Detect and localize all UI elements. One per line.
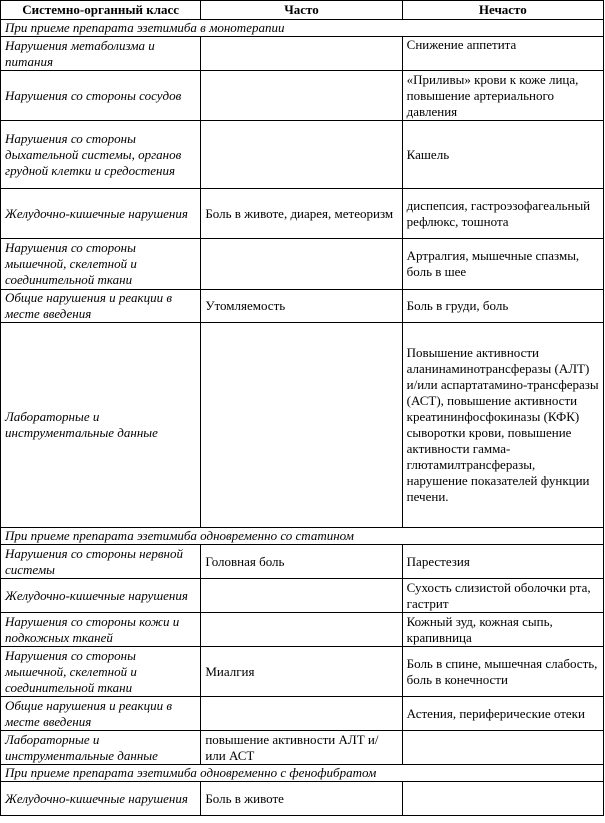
organ-class-cell: Нарушения со стороны нервной системы (1, 545, 201, 579)
table-row (1, 189, 604, 239)
header-rare: Нечасто (402, 1, 603, 20)
organ-class-cell: Нарушения со стороны дыхательной системы, органов грудной клетки и средостения (1, 121, 201, 189)
often-cell (201, 121, 402, 189)
rare-cell: Повышение активности аланинаминотрансферазы (АЛТ) и/или аспартатамино-трансферазы (АСТ), повышение активности креатининфосфокиназы (КФК) сыворотки крови, повышение активности гамма-глютамилтрансферазы, нарушение показателей функции печени. (402, 323, 603, 528)
section-title: При приеме препарата эзетимиба одновременно со статином (1, 528, 604, 545)
section-row (1, 20, 604, 37)
organ-class-cell: Нарушения со стороны кожи и подкожных тканей (1, 613, 201, 647)
organ-class-cell: Желудочно-кишечные нарушения (1, 782, 201, 816)
organ-class-cell: Лабораторные и инструментальные данные (1, 731, 201, 765)
rare-cell: Боль в груди, боль (402, 290, 603, 323)
rare-cell: Астения, периферические отеки (402, 697, 603, 731)
often-cell (201, 37, 402, 71)
rare-cell: Кашель (402, 121, 603, 189)
table-row (1, 579, 604, 613)
table-row (1, 239, 604, 290)
header-organ-class: Системно-органный класс (1, 1, 201, 20)
table-row (1, 782, 604, 816)
organ-class-cell: Лабораторные и инструментальные данные (1, 323, 201, 528)
often-cell (201, 579, 402, 613)
rare-cell (402, 731, 603, 765)
often-cell: Миалгия (201, 647, 402, 697)
table-row (1, 545, 604, 579)
often-cell (201, 323, 402, 528)
table-row (1, 37, 604, 71)
header-row (1, 1, 604, 20)
organ-class-cell: Нарушения со стороны мышечной, скелетной и соединительной ткани (1, 239, 201, 290)
organ-class-cell: Нарушения метаболизма и питания (1, 37, 201, 71)
rare-cell: Парестезия (402, 545, 603, 579)
organ-class-cell: Желудочно-кишечные нарушения (1, 189, 201, 239)
organ-class-cell: Общие нарушения и реакции в месте введения (1, 290, 201, 323)
rare-cell: Сухость слизистой оболочки рта, гастрит (402, 579, 603, 613)
table-row (1, 731, 604, 765)
rare-cell: Кожный зуд, кожная сыпь, крапивница (402, 613, 603, 647)
table-row (1, 121, 604, 189)
section-row (1, 765, 604, 782)
often-cell: Боль в животе, диарея, метеоризм (201, 189, 402, 239)
organ-class-cell: Нарушения со стороны мышечной, скелетной и соединительной ткани (1, 647, 201, 697)
organ-class-cell: Общие нарушения и реакции в месте введения (1, 697, 201, 731)
section-title: При приеме препарата эзетимиба одновременно с фенофибратом (1, 765, 604, 782)
table-row (1, 323, 604, 528)
rare-cell: Артралгия, мышечные спазмы, боль в шее (402, 239, 603, 290)
rare-cell: диспепсия, гастроэзофагеальный рефлюкс, тошнота (402, 189, 603, 239)
often-cell (201, 697, 402, 731)
rare-cell (402, 782, 603, 816)
section-title: При приеме препарата эзетимиба в монотерапии (1, 20, 604, 37)
table-row (1, 613, 604, 647)
table-row (1, 71, 604, 121)
table-row (1, 647, 604, 697)
organ-class-cell: Нарушения со стороны сосудов (1, 71, 201, 121)
rare-cell: Боль в спине, мышечная слабость, боль в конечности (402, 647, 603, 697)
table-row (1, 290, 604, 323)
section-row (1, 528, 604, 545)
often-cell (201, 71, 402, 121)
often-cell: Головная боль (201, 545, 402, 579)
rare-cell: «Приливы» крови к коже лица, повышение артериального давления (402, 71, 603, 121)
header-often: Часто (201, 1, 402, 20)
often-cell (201, 239, 402, 290)
often-cell: Утомляемость (201, 290, 402, 323)
often-cell: повышение активности АЛТ и/или АСТ (201, 731, 402, 765)
often-cell: Боль в животе (201, 782, 402, 816)
organ-class-cell: Желудочно-кишечные нарушения (1, 579, 201, 613)
often-cell (201, 613, 402, 647)
table-row (1, 697, 604, 731)
rare-cell: Снижение аппетита (402, 37, 603, 71)
